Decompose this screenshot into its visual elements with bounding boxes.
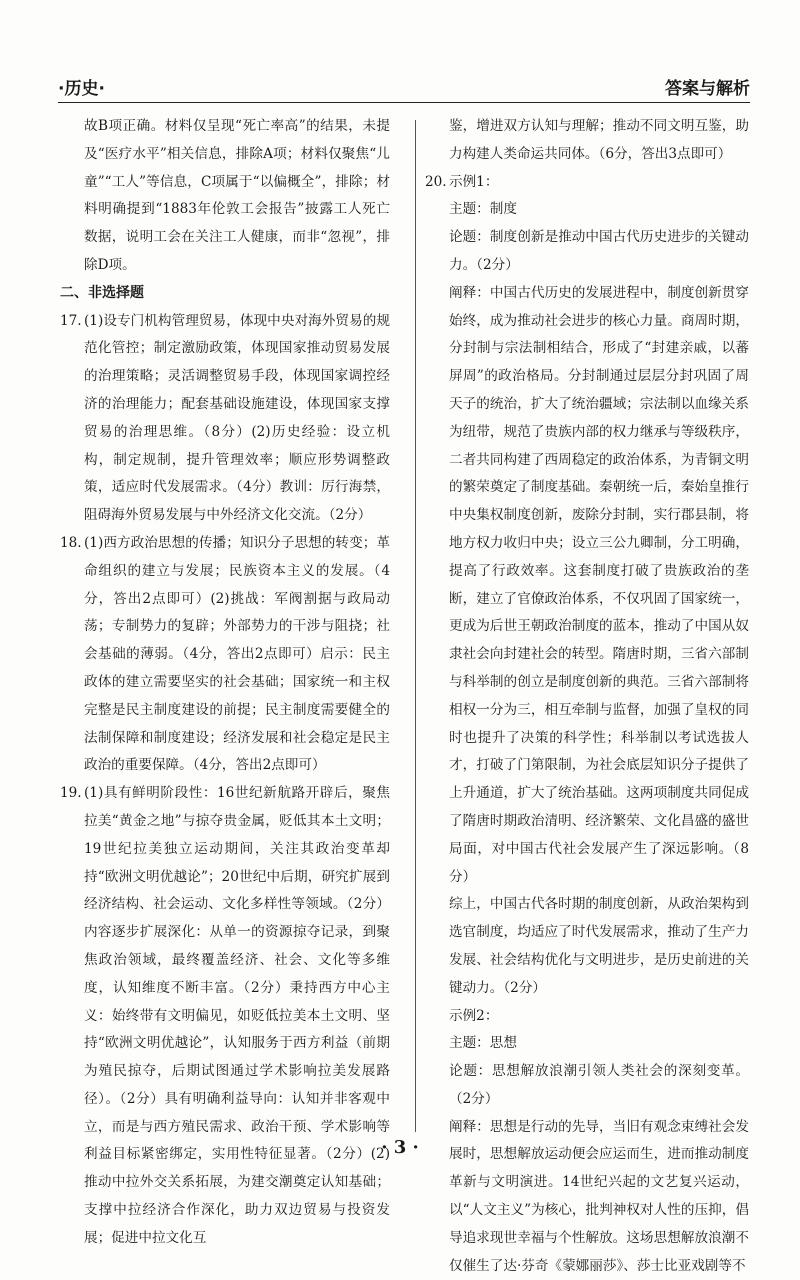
question-number: 19. [60, 785, 82, 802]
thesis-line: 论题：思想解放浪潮引领人类社会的深刻变革。（2分） [449, 1063, 749, 1107]
section-title: 答案与解析 [665, 79, 750, 99]
question-number: 20. [425, 173, 447, 190]
thesis-line: 论题：制度创新是推动中国古代历史进步的关键动力。（2分） [449, 229, 749, 273]
example-label: 示例1： [449, 173, 499, 190]
answer-body [449, 169, 749, 1280]
left-column [60, 113, 390, 1253]
question-17 [60, 308, 390, 530]
question-20 [425, 169, 749, 1280]
carryover-paragraph: 鉴，增进双方认知与理解；推动不同文明互鉴，助力构建人类命运共同体。（6分，答出3点即可） [449, 118, 749, 162]
page-header [58, 74, 750, 102]
explanation-paragraph: 阐释：思想是行动的先导，当旧有观念束缚社会发展时，思想解放运动便会应运而生，进而推动制度革新与文明演进。14世纪兴起的文艺复兴运动，以“人文主义”为核心，批判神权对人性的压抑，倡导追求现世幸福与个性解放。这场思想解放浪潮不仅催生了达·芬奇《蒙娜丽莎》、莎士比亚戏剧等不 [449, 1118, 749, 1274]
question-number: 17. [60, 312, 82, 329]
answer-text: (1)西方政治思想的传播；知识分子思想的转变；革命组织的建立与发展；民族资本主义的发展。（4分，答出2点即可）(2)挑战：军阀割据与政局动荡；专制势力的复辟；外部势力的干涉与阻挠；社会基础的薄弱。（4分，答出2点即可）启示：民主政体的建立需要坚实的社会基础；国家统一和主权完整是民主制度建设的前提；民主制度需要健全的法制保障和制度建设；经济发展和社会稳定是民主政治的重要保障。（4分，答出2点即可） [84, 534, 390, 774]
page-number: · 3 · [381, 1137, 419, 1158]
subject-label: ·历史· [58, 79, 105, 99]
topic-line: 主题：思想 [449, 1035, 517, 1052]
topic-line: 主题：制度 [449, 201, 517, 218]
carryover-paragraph: 故B项正确。材料仅呈现“死亡率高”的结果，未提及“医疗水平”相关信息，排除A项；材料仅聚焦“儿童”“工人”等信息，C项属于“以偏概全”，排除；材料明确提到“1883年伦敦工会报告”披露工人死亡数据，说明工会在关注工人健康，而非“忽视”，排除D项。 [84, 118, 390, 273]
header-rule [58, 102, 750, 103]
answer-text: (1)设专门机构管理贸易，体现中央对海外贸易的规范化管控；制定激励政策，体现国家推动贸易发展的治理策略；灵活调整贸易手段，体现国家调控经济的治理能力；配套基础设施建设，体现国家支撑贸易的治理思维。（8分）(2)历史经验：设立机构，制定规制，提升管理效率；顺应形势调整政策，适应时代发展需求。（4分）教训：厉行海禁，阻碍海外贸易发展与中外经济文化交流。（2分） [84, 312, 390, 524]
question-number: 18. [60, 534, 82, 551]
column-divider [415, 120, 416, 1132]
explanation-paragraph: 阐释：中国古代历史的发展进程中，制度创新贯穿始终，成为推动社会进步的核心力量。商周时期，分封制与宗法制相结合，形成了“封建亲戚，以蕃屏周”的政治格局。分封制通过层层分封巩固了周天子的统治，扩大了统治疆域；宗法制以血缘关系为纽带，规范了贵族内部的权力继承与等级秩序，二者共同构建了西周稳定的政治体系，为青铜文明的繁荣奠定了制度基础。秦朝统一后，秦始皇推行中央集权制度创新，废除分封制，实行郡县制，将地方权力收归中央；设立三公九卿制，分工明确，提高了行政效率。这套制度打破了贵族政治的垄断，建立了官僚政治体系，不仅巩固了国家统一，更成为后世王朝政治制度的蓝本，推动了中国从奴隶社会向封建社会的转型。隋唐时期，三省六部制与科举制的创立是制度创新的典范。三省六部制将相权一分为三，相互牵制与监督，加强了皇权的同时也提升了决策的科学性；科举制以考试选拔人才，打破了门第限制，为社会底层知识分子提供了上升通道，扩大了统治基础。这两项制度共同促成了隋唐时期政治清明、经济繁荣、文化昌盛的盛世局面，对中国古代社会发展产生了深远影响。（8分） [449, 284, 749, 885]
answer-text: (1)具有鲜明阶段性：16世纪新航路开辟后，聚焦拉美“黄金之地”与掠夺贵金属，贬低其本土文明；19世纪拉美独立运动期间，关注其政治变革却持“欧洲文明优越论”；20世纪中后期，研究扩展到经济结构、社会运动、文化多样性等领域。（2分）内容逐步扩展深化：从单一的资源掠夺记录，到聚焦政治领域，最终覆盖经济、社会、文化等多维度，认知维度不断丰富。（2分）秉持西方中心主义：始终带有文明偏见，如贬低拉美本土文明、坚持“欧洲文明优越论”，认知服务于西方利益（前期为殖民掠夺，后期试图通过学术影响拉美发展路径）。（2分）具有明确利益导向：认知并非客观中立，而是与西方殖民需求、政治干预、学术影响等利益目标紧密绑定，实用性特征显著。（2分）(2)推动中拉外交关系拓展，为建交潮奠定认知基础；支撑中拉经济合作深化，助力双边贸易与投资发展；促进中拉文化互 [84, 785, 390, 1246]
section-heading: 二、非选择题 [60, 284, 144, 301]
example-label: 示例2： [449, 1007, 499, 1024]
question-18 [60, 530, 390, 780]
question-19 [60, 780, 390, 1253]
conclusion-paragraph: 综上，中国古代各时期的制度创新，从政治架构到选官制度，均适应了时代发展需求，推动了生产力发展、社会结构优化与文明进步，是历史前进的关键动力。（2分） [449, 896, 749, 996]
right-column [425, 113, 749, 1280]
